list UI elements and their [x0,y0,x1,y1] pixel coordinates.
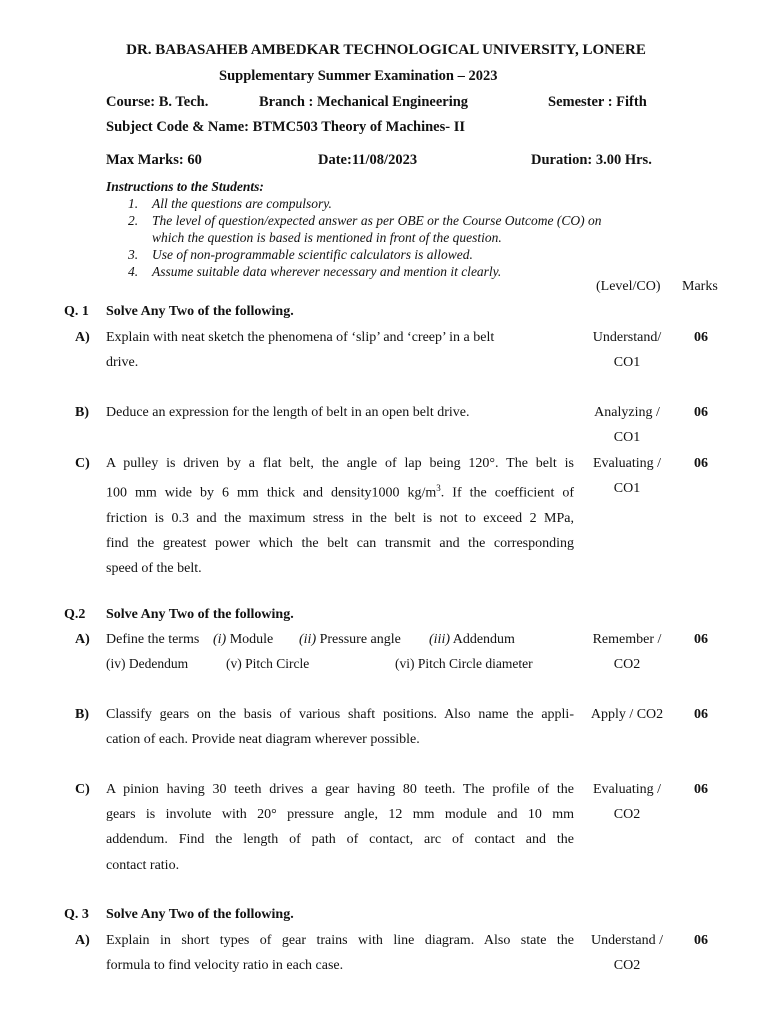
term-pitch-circle: (v) Pitch Circle [226,656,310,671]
branch: Branch : Mechanical Engineering [259,94,469,110]
exam-title: Supplementary Summer Examination – 2023 [219,68,498,84]
part-label: C) [75,782,90,797]
level-co: Understand/ CO1 [592,330,662,371]
marks: 06 [694,933,708,948]
question-heading: Solve Any Two of the following. [106,907,294,922]
question-text: Classify gears on the basis of various shaft positions. Also name the appli- cation of each. Provide neat diagram wherever possible. [106,707,574,748]
question-heading: Solve Any Two of the following. [106,607,294,622]
level-co: Analyzing / CO1 [594,405,660,446]
max-marks: Max Marks: 60 [106,152,202,168]
term-addendum: (iii) Addendum [429,632,515,647]
question-label: Q.2 [64,607,86,622]
question-label: Q. 3 [64,907,89,922]
question-text: A pulley is driven by a flat belt, the angle of lap being 120°. The belt is 100 mm wide by 6 mm thick and density1000 $kg/m^3$. If the coefficient of friction is 0.3 and the maximum stress in the belt is not to exceed 2 MPa, find the greatest power which the belt can transmit and the corresponding speed of the belt. [106,456,575,577]
marks: 06 [694,456,708,471]
instructions-title: Instructions to the Students: [106,179,264,194]
part-label: B) [75,405,89,420]
instruction-item: 4. Assume suitable data wherever necessary and mention it clearly. [128,264,502,279]
marks: 06 [694,405,708,420]
level-co-column-header: (Level/CO) [596,279,661,294]
level-co: Understand / CO2 [591,933,663,974]
instruction-item: 1. All the questions are compulsory. [128,196,332,211]
level-co: Remember / CO2 [592,632,662,673]
subject: Subject Code & Name: BTMC503 Theory of Machines- II [106,119,465,135]
instruction-item-continued: which the question is based is mentioned in front of the question. [152,230,502,245]
instruction-item: 2. The level of question/expected answer as per OBE or the Course Outcome (CO) on [128,213,602,228]
part-label: C) [75,456,90,471]
question-text: Define the terms [106,632,200,647]
semester: Semester : Fifth [548,94,647,110]
question-label: Q. 1 [64,304,89,319]
question-text: Explain in short types of gear trains with line diagram. Also state the formula to find velocity ratio in each case. [106,933,574,974]
question-text: A pinion having 30 teeth drives a gear having 80 teeth. The profile of the gears is involute with 20° pressure angle, 12 mm module and 10 mm addendum. Find the length of path of contact, arc of contact and the contact ratio. [106,782,574,873]
term-dedendum: (iv) Dedendum [106,656,189,671]
exam-date: Date:11/08/2023 [318,152,418,168]
question-text: Explain with neat sketch the phenomena of ‘slip’ and ‘creep’ in a belt drive. [106,330,495,371]
level-co: Evaluating / CO2 [592,782,662,823]
term-pitch-circle-diameter: (vi) Pitch Circle diameter [395,656,533,671]
level-co: Evaluating / CO1 [592,456,662,497]
part-label: B) [75,707,89,722]
term-module: (i) Module [213,632,274,647]
question-text: Deduce an expression for the length of belt in an open belt drive. [106,405,470,420]
marks: 06 [694,782,708,797]
duration: Duration: 3.00 Hrs. [531,152,652,168]
part-label: A) [75,330,90,345]
marks-column-header: Marks [682,279,718,294]
university-name: DR. BABASAHEB AMBEDKAR TECHNOLOGICAL UNIVERSITY, LONERE [126,42,646,58]
marks: 06 [694,707,708,722]
course: Course: B. Tech. [106,94,209,110]
instruction-item: 3. Use of non-programmable scientific calculators is allowed. [128,247,473,262]
part-label: A) [75,933,90,948]
marks: 06 [694,632,708,647]
level-co: Apply / CO2 [590,707,664,722]
marks: 06 [694,330,708,345]
question-heading: Solve Any Two of the following. [106,304,294,319]
term-pressure-angle: (ii) Pressure angle [299,632,401,647]
part-label: A) [75,632,90,647]
